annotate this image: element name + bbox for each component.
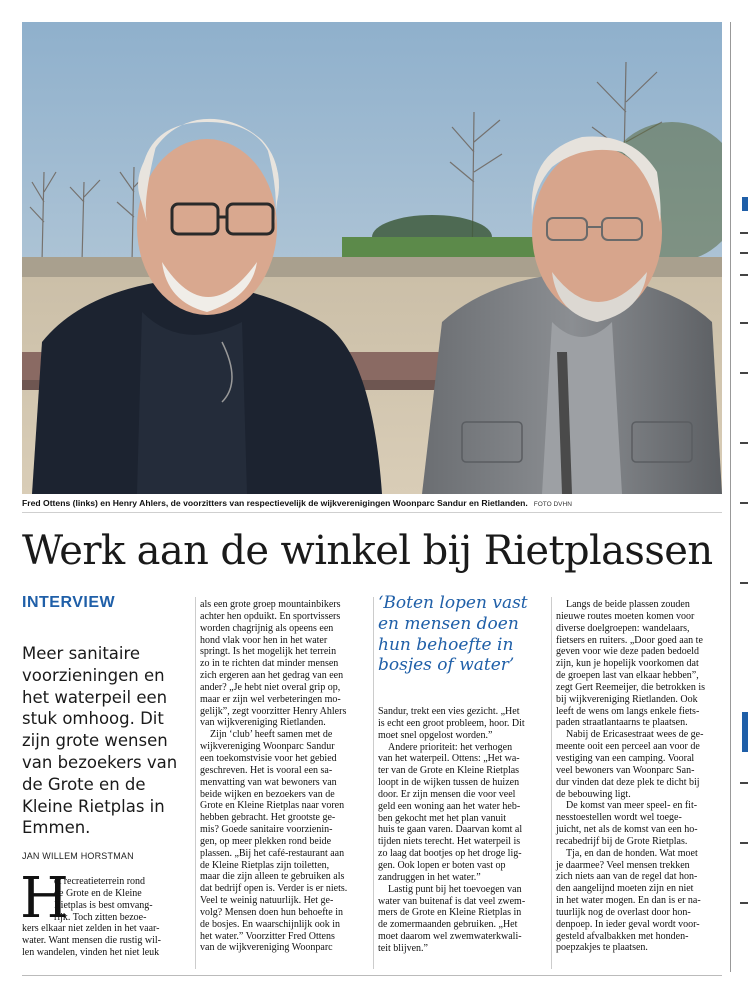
adjacent-heading-mark — [742, 197, 748, 211]
text-line: is echt een groot probleem, hoor. Dit — [378, 717, 525, 729]
text-line: de bebouwing ligt. — [556, 788, 631, 800]
text-line: ben gekocht met het plan vanuit — [378, 812, 507, 824]
text-line: Sandur, trekt een vies gezicht. „Het — [378, 706, 520, 717]
text-line: veel bewoners van Woonparc San- — [556, 764, 695, 776]
text-line: kers elkaar niet zelden in het vaar- — [22, 923, 160, 935]
text-line: geld een woning aan het water heb- — [378, 800, 521, 812]
text-line: ander? „Je hebt niet overal grip op, — [200, 681, 341, 693]
text-line: hond vlak voor hen in het water — [200, 634, 328, 646]
text-line: zich niets aan van de regel dat hon- — [556, 871, 698, 883]
text-line: tijden niets terecht. Het waterpeil is — [378, 836, 521, 848]
body-column-2 — [200, 599, 368, 954]
text-line: zo in te richten dat minder mensen — [200, 658, 339, 670]
text-line: de bosjes. En waarschijnlijk ook in — [200, 918, 340, 930]
text-line: maar er zijn wel verbeteringen mo- — [200, 693, 341, 705]
text-line: gelijk”, zegt voorzitter Henry Ahlers — [200, 705, 347, 717]
text-line: maar die zijn alleen te gebruiken als — [200, 871, 345, 883]
article-intro: Meer sanitaire voorzieningen en het waterpeil een stuk omhoog. Dit zijn grote wensen van bezoekers van de Grote en de Kleine Rietplas in Emmen. — [22, 644, 178, 838]
photo-credit: FOTO DVHN — [533, 501, 572, 508]
body-column-1 — [22, 876, 190, 959]
text-line: et recreatieterrein rond — [54, 876, 146, 887]
body-column-3 — [378, 706, 546, 955]
text-line: den aangelijnd moeten zijn en niet — [556, 883, 694, 895]
text-line: juicht, net als de komst van een ho- — [556, 824, 698, 836]
text-line: de Grote en de Kleine — [54, 887, 142, 899]
text-line: rijk. Toch zitten bezoe- — [54, 911, 147, 923]
text-line: geven voor wie deze paden bedoeld — [556, 646, 699, 658]
text-line: van wijkvereniging Rietlanden. — [200, 717, 326, 729]
text-line: diverse doelgroepen: wandelaars, — [556, 622, 690, 634]
text-line: tuurlijk nog de overlast door hon- — [556, 906, 691, 918]
divider — [22, 512, 722, 513]
text-line: zandruggen in het water.” — [378, 871, 481, 883]
text-line: je daarmee? Veel mensen trekken — [556, 859, 690, 871]
text-line: dur vinden dat deze plek te dicht bij — [556, 776, 700, 788]
text-line: len wandelen, vinden het niet leuk — [22, 947, 160, 959]
text-line: bij wijkvereniging Rietlanden. Ook — [556, 693, 698, 705]
text-line: Veel te weinig natuurlijk. Het ge- — [200, 895, 334, 907]
text-line: beide wijken en bezoekers van de — [200, 788, 335, 800]
section-kicker: INTERVIEW — [22, 594, 116, 611]
text-line: volg? Mensen doen hun behoefte in — [200, 906, 344, 918]
text-line: wijkvereniging Woonparc Sandur — [200, 741, 335, 753]
text-line: zo laag dat bootjes op het droge lig- — [378, 848, 522, 860]
text-line: worden chagrijnig als opeens een — [200, 622, 334, 634]
article-photo — [22, 22, 722, 494]
text-line: Grote en Kleine Rietplas naar voren — [200, 800, 345, 812]
text-line: dat bedrijf open is. Verder is er niets. — [200, 883, 348, 895]
text-line: moet snel opgelost worden.” — [378, 729, 493, 741]
text-line: nesstoestellen wordt wel toege- — [556, 812, 682, 824]
bottom-rule — [22, 975, 722, 976]
text-line: gen, op meer plekken rond beide — [200, 835, 332, 847]
text-line: water van buitenaf is dat veel zwem- — [378, 895, 526, 907]
text-line: fietsers en ruiters. „Door goed aan te — [556, 634, 703, 646]
text-line: gesteld afvalbakken met honden- — [556, 930, 689, 942]
text-line: van het waterpeil. Ottens: „Het wa- — [378, 753, 520, 765]
text-line: achter hen opduikt. En sportvissers — [200, 610, 341, 622]
text-line: Nabij de Ericasestraat wees de ge- — [566, 729, 704, 741]
text-line: hebben gebracht. Het grootste ge- — [200, 812, 336, 824]
text-line: meente ooit een perceel aan voor de — [556, 741, 700, 753]
text-line: geschreven. Het is vooral een sa- — [200, 764, 333, 776]
drop-cap: H — [20, 866, 69, 931]
text-line: Langs de beide plassen zouden — [566, 599, 690, 610]
text-line: nieuwe routes moeten komen voor — [556, 610, 695, 622]
body-column-4 — [556, 599, 724, 954]
caption-text: Fred Ottens (links) en Henry Ahlers, de voorzitters van respectievelijk de wijkverenigingen Woonparc Sandur en Rietlanden. — [22, 498, 528, 508]
text-line: de groepen last van elkaar hebben”, — [556, 670, 699, 682]
photo-caption — [22, 498, 722, 508]
adjacent-article-fragment — [738, 22, 750, 972]
text-line: gen. Ook lopen er boten vast op — [378, 859, 506, 871]
text-line: huis te gaan varen. Daarvan komt al — [378, 824, 523, 836]
photo-illustration — [22, 22, 722, 494]
text-line: de Kleine Rietplas zijn toiletten, — [200, 859, 330, 871]
text-line: loopt in de wijken tussen de huizen — [378, 777, 520, 789]
text-line: mers de Grote en Kleine Rietplas in — [378, 907, 522, 919]
text-line: vestiging van een camping. Vooral — [556, 752, 695, 764]
text-line: door. Er zijn mensen die voor veel — [378, 788, 516, 800]
column-divider — [195, 597, 196, 969]
page-edge-divider — [730, 22, 731, 972]
text-line: Andere prioriteit: het verhogen — [388, 741, 513, 753]
adjacent-heading-mark — [742, 712, 748, 752]
text-line: Zijn ‘club’ heeft samen met de — [210, 729, 333, 741]
column-divider — [551, 597, 552, 969]
text-line: als een grote groep mountainbikers — [200, 599, 341, 610]
text-line: mis? Goede sanitaire voorzienin- — [200, 824, 333, 836]
text-line: de zomermaanden gebruiken. „Het — [378, 919, 518, 931]
text-line: denpoep. In ieder geval wordt voor- — [556, 918, 700, 930]
text-line: het water.” Voorzitter Fred Ottens — [200, 930, 335, 942]
text-line: zich ergeren aan het gedrag van een — [200, 670, 344, 682]
article-headline: Werk aan de winkel bij Rietplassen — [22, 528, 713, 574]
author-byline: JAN WILLEM HORSTMAN — [22, 851, 134, 861]
pull-quote: ‘Boten lopen vast en mensen doen hun behoefte in bosjes of water’ — [378, 593, 528, 676]
text-line: menvatting van wat bewoners van — [200, 776, 337, 788]
text-line: Tja, en dan de honden. Wat moet — [566, 847, 698, 859]
text-line: zegt Gert Reemeijer, die betrokken is — [556, 681, 705, 693]
text-line: poepzakjes te plaatsen. — [556, 942, 648, 954]
text-line: springt. Is het mogelijk het terrein — [200, 646, 337, 658]
text-line: De komst van meer speel- en fit- — [566, 800, 698, 812]
text-line: moet daarom wel zwemwaterkwali- — [378, 931, 522, 943]
text-line: ter van de Grote en Kleine Rietplas — [378, 765, 520, 777]
text-line: een toekomstvisie voor het gebied — [200, 752, 337, 764]
text-line: leeft de wens om langs enkele fiets- — [556, 705, 700, 717]
text-line: van de wijkvereniging Woonparc — [200, 942, 333, 954]
text-line: recabedrijf bij de Grote Rietplas. — [556, 835, 688, 847]
text-line: plassen. „Bij het café-restaurant aan — [200, 847, 345, 859]
text-line: teit blijven.” — [378, 942, 428, 954]
text-line: water. Want mensen die rustig wil- — [22, 935, 161, 947]
text-line: Rietplas is best omvang- — [54, 899, 153, 911]
text-line: zijn, kun je hopelijk voorkomen dat — [556, 658, 699, 670]
text-line: in het water mogen. En dan is er na- — [556, 895, 701, 907]
text-line: paden straatlantaarns te plaatsen. — [556, 717, 688, 729]
column-divider — [373, 597, 374, 969]
text-line: Lastig punt bij het toevoegen van — [388, 883, 522, 895]
